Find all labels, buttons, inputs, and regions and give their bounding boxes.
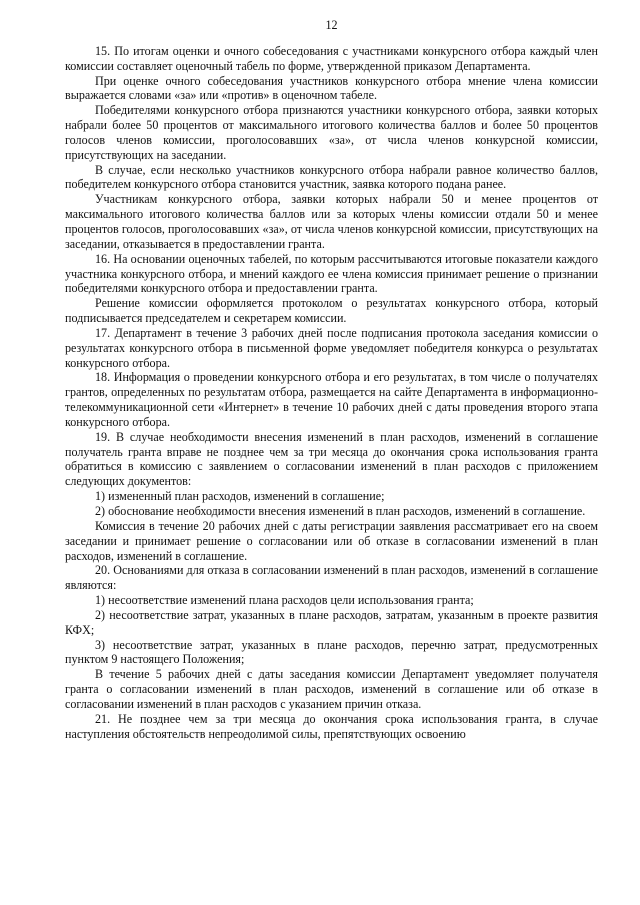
paragraph-winners: Победителями конкурсного отбора признаются участники конкурсного отбора, заявки которых набрали более 50 процентов от максимального итогового количества баллов и более 50 процентов голосов членов комиссии, проголосовавших «за», от числа членов конкурсной комиссии, присутствующих на заседании. [65, 103, 598, 162]
list-item-20-3: 3) несоответствие затрат, указанных в плане расходов, перечню затрат, предусмотренных пунктом 9 настоящего Положения; [65, 637, 598, 667]
paragraph-20: 20. Основаниями для отказа в согласовании изменений в план расходов, изменений в соглашение являются: [65, 563, 598, 593]
paragraph-tie: В случае, если несколько участников конкурсного отбора набрали равное количество баллов, победителем конкурсного отбора становится участник, заявка которого подана ранее. [65, 162, 598, 192]
paragraph-16: 16. На основании оценочных табелей, по которым рассчитываются итоговые показатели каждого участника конкурсного отбора, и мнений каждого ее члена комиссия принимает решение о признании победителями конкурсного отбора и предоставлении гранта. [65, 251, 598, 296]
page-number: 12 [325, 18, 338, 32]
list-item-20-1: 1) несоответствие изменений плана расходов цели использования гранта; [95, 593, 474, 608]
paragraph-notification: В течение 5 рабочих дней с даты заседания комиссии Департамент уведомляет получателя гранта о согласовании изменений в план расходов, изменений в соглашение или об отказе в согласовании изменений в план расходов с указанием причин отказа. [65, 667, 598, 711]
paragraph-18: 18. Информация о проведении конкурсного отбора и его результатах, в том числе о получателях грантов, определенных по результатам отбора, размещается на сайте Департамента в информационно-телекоммуникационной сети «Интернет» в течение 10 рабочих дней с даты проведения второго этапа конкурсного отбора. [65, 370, 598, 429]
paragraph-protocol: Решение комиссии оформляется протоколом о результатах конкурсного отбора, который подписывается председателем и секретарем комиссии. [65, 296, 598, 326]
paragraph-commission-review: Комиссия в течение 20 рабочих дней с даты регистрации заявления рассматривает его на своем заседании и принимает решение о согласовании или об отказе в согласовании изменений в план расходов, изменений в соглашение. [65, 518, 598, 563]
paragraph-voting: При оценке очного собеседования участников конкурсного отбора мнение члена комиссии выражается словами «за» или «против» в оценочном табеле. [65, 73, 598, 103]
list-item-19-2: 2) обоснование необходимости внесения изменений в план расходов, изменений в соглашение. [95, 504, 586, 518]
list-item-19-1: 1) измененный план расходов, изменений в соглашение; [95, 489, 385, 504]
paragraph-15: 15. По итогам оценки и очного собеседования с участниками конкурсного отбора каждый член комиссии составляет оценочный табель по форме, утвержденной приказом Департамента. [65, 43, 598, 73]
list-item-20-2: 2) несоответствие затрат, указанных в плане расходов, затратам, указанным в проекте развития КФХ; [65, 607, 598, 637]
paragraph-refusal: Участникам конкурсного отбора, заявки которых набрали 50 и менее процентов от максимального итогового количества баллов или за которых члены комиссии отдали 50 и менее процентов голосов, проголосовавших «за», от числа членов конкурсной комиссии, присутствующих на заседании, отказывается в предоставлении гранта. [65, 192, 598, 251]
paragraph-17: 17. Департамент в течение 3 рабочих дней после подписания протокола заседания комиссии о результатах конкурсного отбора в письменной форме уведомляет победителя конкурса о результатах конкурсного отбора. [65, 325, 598, 370]
paragraph-19: 19. В случае необходимости внесения изменений в план расходов, изменений в соглашение получатель гранта вправе не позднее чем за три месяца до окончания срока использования гранта обратиться в комиссию с заявлением о согласовании изменений в план расходов с приложением следующих документов: [65, 429, 598, 489]
document-page [65, 18, 598, 742]
paragraph-21: 21. Не позднее чем за три месяца до окончания срока использования гранта, в случае наступления обстоятельств непреодолимой силы, препятствующих освоению [65, 711, 598, 741]
